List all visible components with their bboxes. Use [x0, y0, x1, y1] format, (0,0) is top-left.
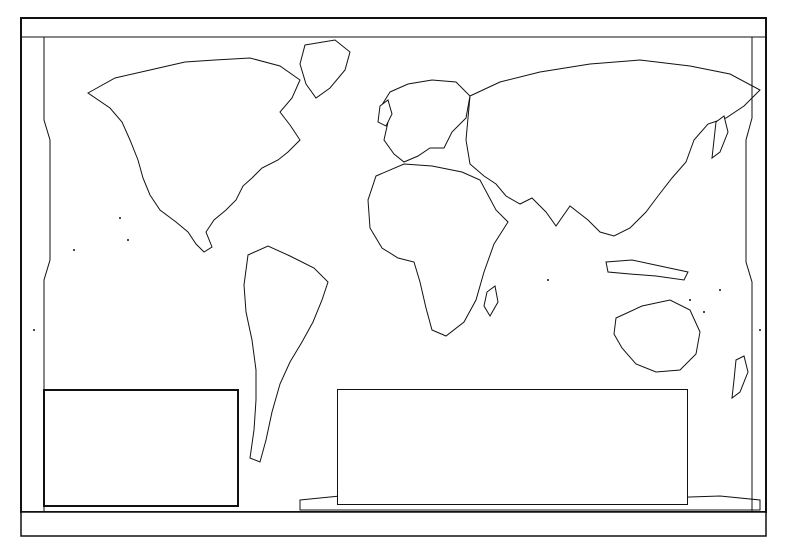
- longitude-strip: [21, 512, 766, 536]
- time-offset-table: [337, 389, 688, 505]
- table-columns: [348, 410, 681, 494]
- legend-box: [43, 389, 239, 507]
